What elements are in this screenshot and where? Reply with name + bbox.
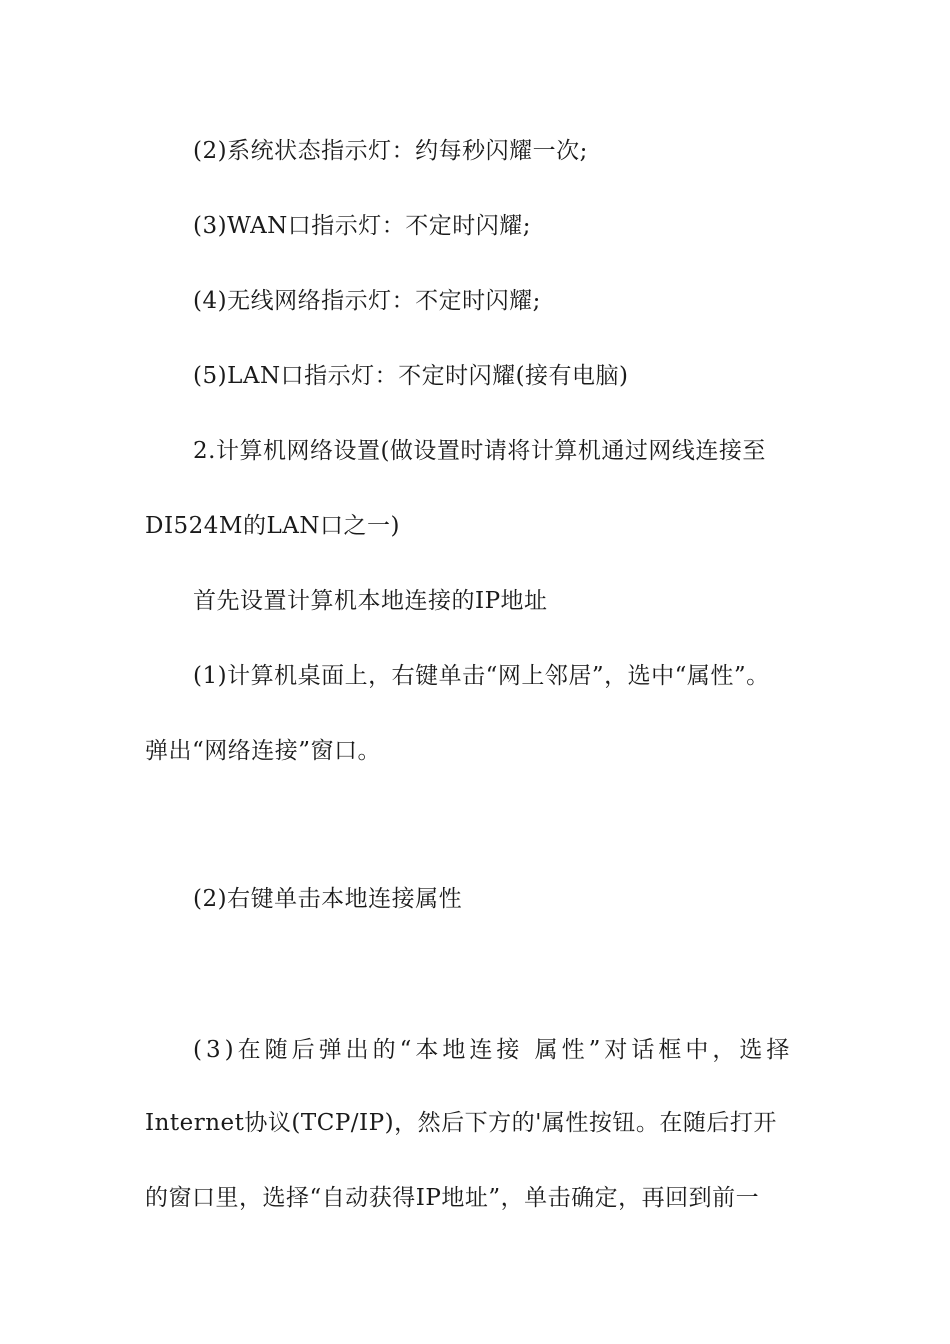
paragraph-network-settings-line2: DI524M的LAN口之一) bbox=[145, 513, 400, 539]
paragraph-wireless-led: (4)无线网络指示灯：不定时闪耀; bbox=[193, 288, 541, 314]
paragraph-network-settings-line1: 2.计算机网络设置(做设置时请将计算机通过网线连接至 bbox=[193, 438, 766, 464]
paragraph-step3-line3: 的窗口里，选择“自动获得IP地址”，单击确定，再回到前一 bbox=[145, 1185, 760, 1211]
paragraph-step3-line2: Internet协议(TCP/IP)，然后下方的'属性按钮。在随后打开 bbox=[145, 1110, 777, 1136]
paragraph-wan-led: (3)WAN口指示灯：不定时闪耀; bbox=[193, 213, 532, 239]
paragraph-lan-led: (5)LAN口指示灯：不定时闪耀(接有电脑) bbox=[193, 363, 629, 389]
paragraph-step1-line2: 弹出“网络连接”窗口。 bbox=[145, 738, 382, 764]
paragraph-step1-line1: (1)计算机桌面上，右键单击“网上邻居”，选中“属性”。 bbox=[193, 663, 770, 689]
paragraph-step2: (2)右键单击本地连接属性 bbox=[193, 886, 463, 912]
paragraph-step3-line1: (3)在随后弹出的“本地连接 属性”对话框中，选择 bbox=[193, 1037, 794, 1063]
paragraph-status-led: (2)系统状态指示灯：约每秒闪耀一次; bbox=[193, 138, 588, 164]
paragraph-set-ip-intro: 首先设置计算机本地连接的IP地址 bbox=[193, 588, 548, 614]
